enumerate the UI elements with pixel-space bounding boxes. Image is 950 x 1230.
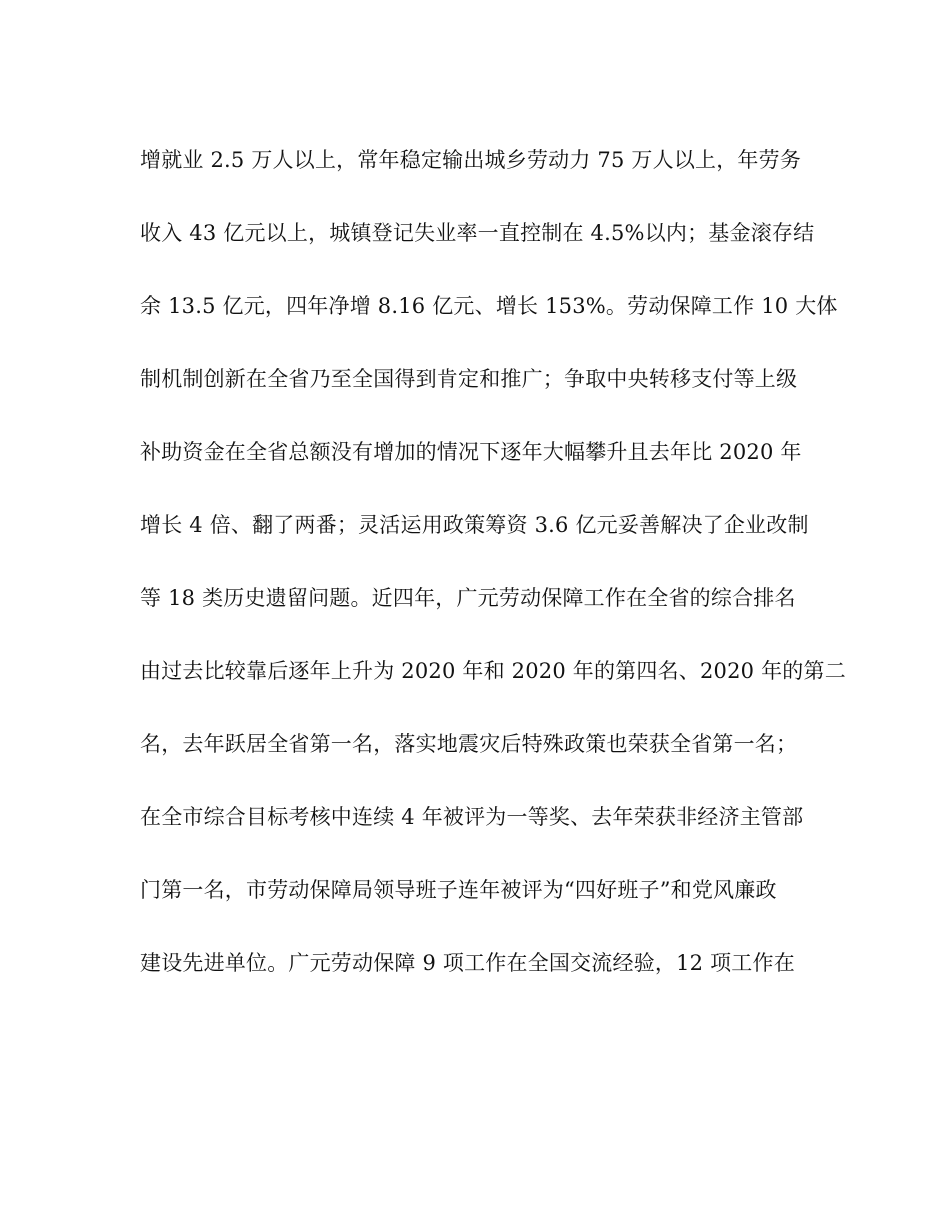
text-line: 由过去比较靠后逐年上升为 2020 年和 2020 年的第四名、2020 年的第二: [140, 659, 846, 683]
text-line: 在全市综合目标考核中连续 4 年被评为一等奖、去年荣获非经济主管部: [140, 805, 804, 829]
text-line: 门第一名，市劳动保障局领导班子连年被评为“四好班子”和党风廉政: [140, 878, 777, 902]
text-line: 补助资金在全省总额没有增加的情况下逐年大幅攀升且去年比 2020 年: [140, 440, 802, 464]
text-line: 名，去年跃居全省第一名，落实地震灾后特殊政策也荣获全省第一名；: [140, 732, 798, 756]
text-line: 增就业 2.5 万人以上，常年稳定输出城乡劳动力 75 万人以上，年劳务: [140, 148, 802, 172]
body-text: [140, 138, 846, 1014]
text-line: 收入 43 亿元以上，城镇登记失业率一直控制在 4.5%以内；基金滚存结: [140, 221, 815, 245]
text-line: 等 18 类历史遗留问题。近四年，广元劳动保障工作在全省的综合排名: [140, 586, 796, 610]
text-line: 增长 4 倍、翻了两番；灵活运用政策筹资 3.6 亿元妥善解决了企业改制: [140, 513, 809, 537]
text-line: 建设先进单位。广元劳动保障 9 项工作在全国交流经验，12 项工作在: [140, 951, 795, 975]
text-line: 余 13.5 亿元，四年净增 8.16 亿元、增长 153%。劳动保障工作 10 大体: [140, 294, 838, 318]
text-line: 制机制创新在全省乃至全国得到肯定和推广；争取中央转移支付等上级: [140, 367, 798, 391]
